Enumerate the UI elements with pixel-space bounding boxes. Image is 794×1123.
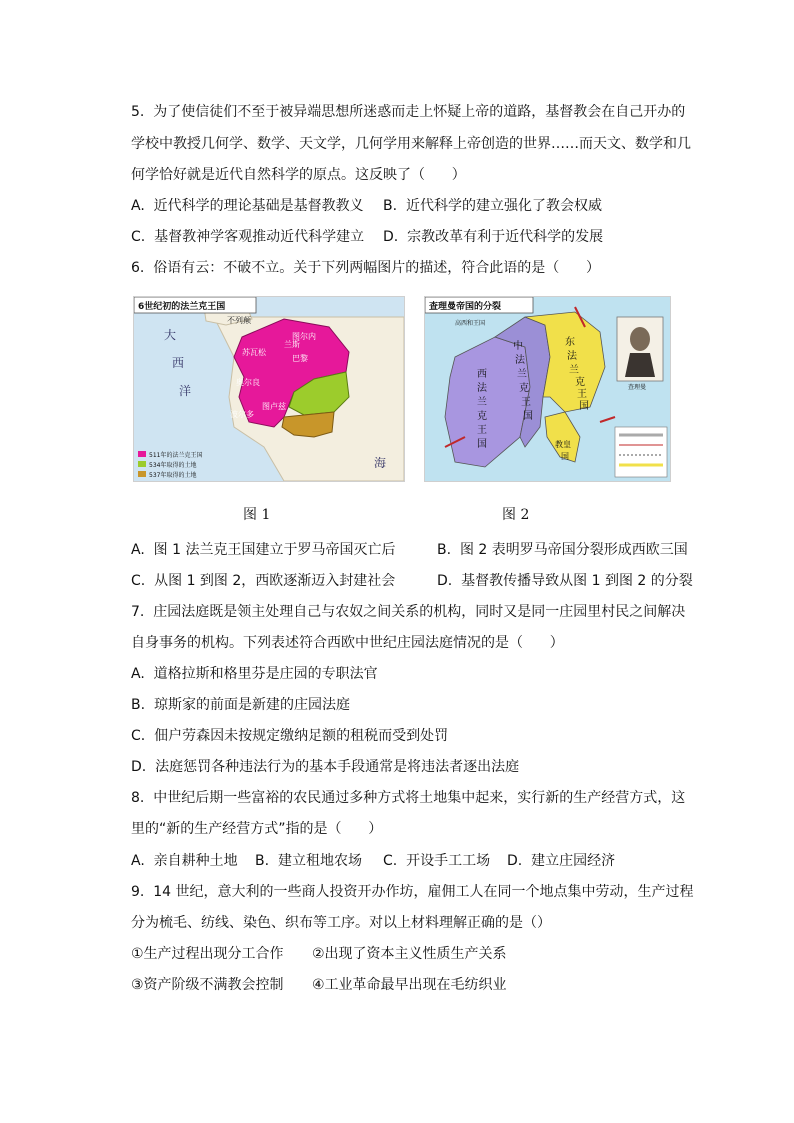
q6-option-b: B. 图 2 表明罗马帝国分裂形成西欧三国: [437, 542, 688, 558]
q7-option-a: A. 道格拉斯和格里芬是庄园的专职法官: [131, 666, 378, 682]
label-toulouse: 图卢兹: [262, 402, 286, 411]
q5-stem-line-1: 5. 为了使信徒们不至于被异端思想所迷惑而走上怀疑上帝的道路，基督教会在自己开办的: [131, 104, 686, 120]
label-ocean-3: 洋: [179, 384, 192, 398]
label-middle-5: 王: [521, 397, 531, 408]
label-east-4: 克: [575, 377, 585, 388]
frankish-kingdom-map: [134, 297, 404, 481]
q8-option-c: C. 开设手工工场: [383, 853, 491, 869]
q8-option-d: D. 建立庄园经济: [507, 853, 616, 869]
figure-1-title: 6世纪初的法兰克王国: [138, 302, 226, 312]
q6-option-a: A. 图 1 法兰克王国建立于罗马帝国灭亡后: [131, 542, 396, 558]
q7-stem-line-2: 自身事务的机构。下列表述符合西欧中世纪庄园法庭情况的是（ ）: [131, 635, 564, 651]
figure-1-map: [133, 296, 405, 482]
figure-2-title: 查理曼帝国的分裂: [429, 302, 502, 312]
label-papal-2: 国: [561, 452, 569, 461]
legend-537: 537年取得的土地: [149, 472, 197, 479]
label-ocean-2: 西: [172, 356, 185, 370]
figure-2-caption: 图 2: [502, 507, 530, 523]
q9-item-4: ④工业革命最早出现在毛纺织业: [312, 977, 507, 993]
label-reims: 兰斯: [284, 340, 300, 349]
q9-item-1: ①生产过程出现分工合作: [131, 946, 284, 962]
label-west-5: 王: [477, 425, 487, 436]
label-middle-3: 兰: [517, 369, 527, 380]
q5-option-b: B. 近代科学的建立强化了教会权威: [383, 198, 602, 214]
label-britain: 不列颠: [227, 316, 251, 325]
q9-stem-line-1: 9. 14 世纪，意大利的一些商人投资开办作坊，雇佣工人在同一个地点集中劳动，生产过程: [131, 884, 694, 900]
q5-stem-line-2: 学校中教授几何学、数学、天文学，几何学用来解释上帝创造的世界……而天文、数学和几: [131, 136, 691, 152]
label-sea: 海: [374, 456, 387, 470]
q5-option-d: D. 宗教改革有利于近代科学的发展: [383, 229, 604, 245]
figure-2-map: [424, 296, 671, 482]
q5-option-c: C. 基督教神学客观推动近代科学建立: [131, 229, 365, 245]
label-soissons: 苏瓦松: [242, 348, 266, 357]
label-west-2: 法: [477, 383, 487, 394]
label-middle-2: 法: [515, 355, 525, 366]
label-west-1: 西: [477, 369, 487, 380]
q8-option-b: B. 建立租地农场: [255, 853, 362, 869]
q7-option-c: C. 佃户劳森因未按规定缴纳足额的租税而受到处罚: [131, 728, 449, 744]
figure-1-caption: 图 1: [243, 507, 271, 523]
label-middle-1: 中: [513, 341, 523, 352]
q5-option-a: A. 近代科学的理论基础是基督教教义: [131, 198, 364, 214]
label-middle-6: 国: [523, 411, 533, 422]
q8-stem-line-1: 8. 中世纪后期一些富裕的农民通过多种方式将土地集中起来，实行新的生产经营方式，这: [131, 790, 686, 806]
label-west-3: 兰: [477, 397, 487, 408]
q6-option-c: C. 从图 1 到图 2，西欧逐渐迈入封建社会: [131, 573, 396, 589]
legend-511: 511年的法兰克王国: [149, 452, 203, 459]
label-bordeaux: 波尔多: [230, 410, 254, 419]
label-northwest-kingdom: 高西和王国: [455, 320, 486, 327]
label-east-1: 东: [565, 337, 575, 348]
legend-534: 534年取得的土地: [149, 462, 197, 469]
q8-stem-line-2: 里的“新的生产经营方式”指的是（ ）: [131, 821, 383, 837]
label-papal-1: 教皇: [555, 440, 571, 449]
label-west-4: 克: [477, 411, 487, 422]
q6-option-d: D. 基督教传播导致从图 1 到图 2 的分裂: [437, 573, 693, 589]
label-middle-4: 克: [519, 383, 529, 394]
label-charlemagne: 查理曼: [628, 384, 647, 391]
label-orleans: 奥尔良: [236, 378, 260, 387]
label-east-3: 兰: [569, 365, 579, 376]
label-tournai: 图尔内: [292, 332, 316, 341]
q9-item-2: ②出现了资本主义性质生产关系: [312, 946, 507, 962]
label-west-6: 国: [477, 439, 487, 450]
q6-stem: 6. 俗语有云：不破不立。关于下列两幅图片的描述，符合此语的是（ ）: [131, 260, 600, 276]
label-ocean-1: 大: [164, 328, 177, 342]
q7-option-b: B. 琼斯家的前面是新建的庄园法庭: [131, 697, 350, 713]
q7-option-d: D. 法庭惩罚各种违法行为的基本手段通常是将违法者逐出法庭: [131, 759, 520, 775]
q8-option-a: A. 亲自耕种土地: [131, 853, 238, 869]
q7-stem-line-1: 7. 庄园法庭既是领主处理自己与农奴之间关系的机构，同时又是同一庄园里村民之间解决: [131, 604, 686, 620]
label-paris: 巴黎: [292, 354, 308, 363]
carolingian-division-map: [425, 297, 670, 481]
label-east-6: 国: [579, 401, 589, 412]
label-east-5: 王: [577, 389, 587, 400]
q5-stem-line-3: 何学恰好就是近代自然科学的原点。这反映了（ ）: [131, 167, 466, 183]
q9-item-3: ③资产阶级不满教会控制: [131, 977, 284, 993]
label-east-2: 法: [567, 351, 577, 362]
q9-stem-line-2: 分为梳毛、纺线、染色、织布等工序。对以上材料理解正确的是（）: [131, 915, 551, 931]
